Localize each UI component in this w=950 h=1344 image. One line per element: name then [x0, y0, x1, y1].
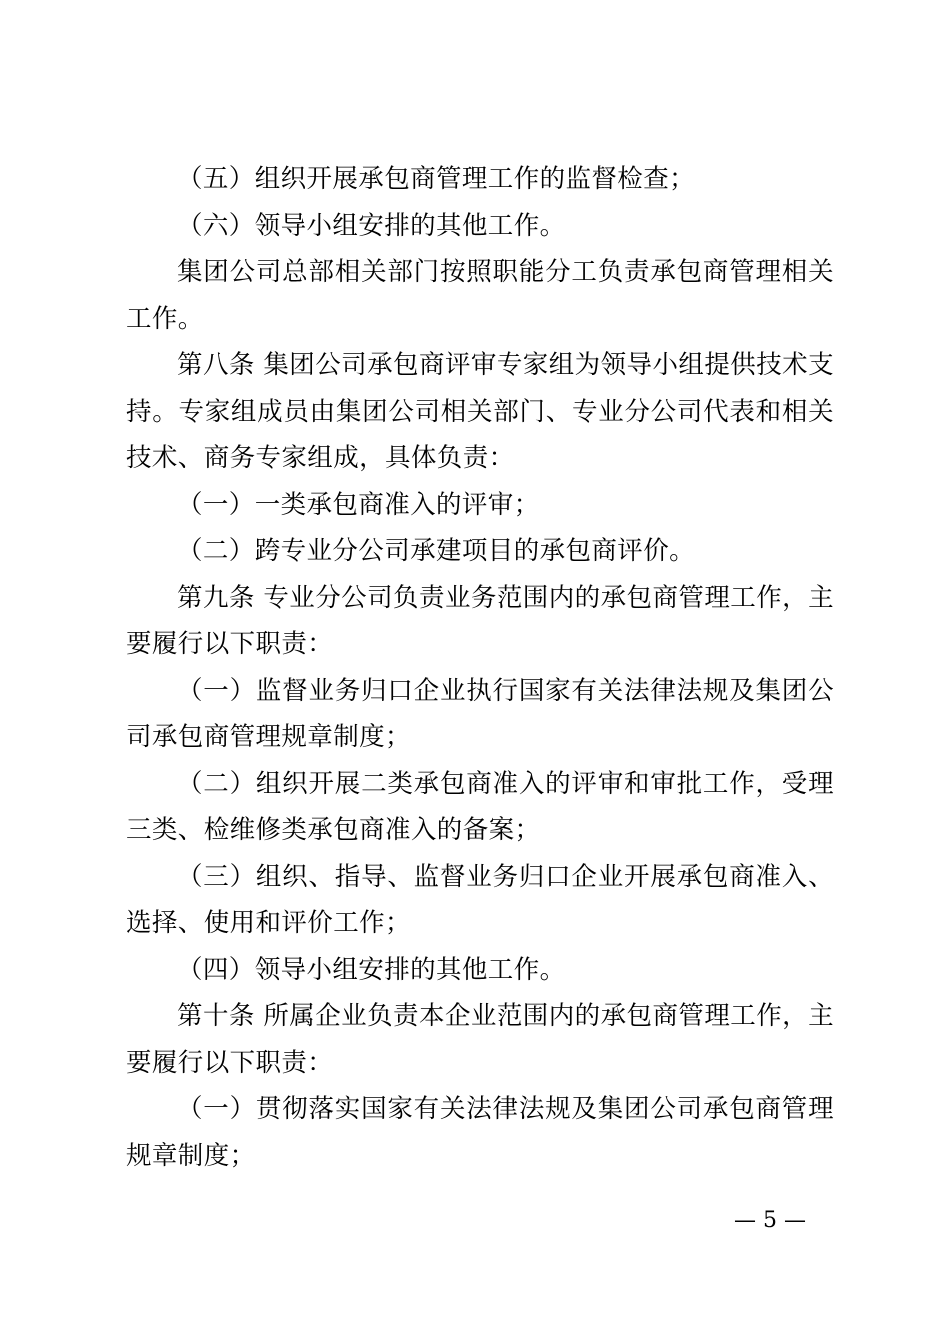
paragraph-item-5: （五）组织开展承包商管理工作的监督检查； — [177, 164, 696, 194]
article-8-paragraph: 第八条 集团公司承包商评审专家组为领导小组提供技术支持。专家组成员由集团公司相关部门、专业分公司代表和相关技术、商务专家组成，具体负责： — [126, 350, 834, 473]
article-8-item-1: （一）一类承包商准入的评审； — [177, 489, 540, 520]
article-8-item-2: （二）跨专业分公司承建项目的承包商评价。 — [177, 536, 696, 566]
article-9-item-1: （一）监督业务归口企业执行国家有关法律法规及集团公司承包商管理规章制度； — [126, 675, 834, 752]
article-9-paragraph: 第九条 专业分公司负责业务范围内的承包商管理工作，主要履行以下职责： — [126, 582, 834, 659]
paragraph-item-6: （六）领导小组安排的其他工作。 — [177, 210, 566, 241]
article-9-item-4: （四）领导小组安排的其他工作。 — [177, 954, 566, 985]
article-10-paragraph: 第十条 所属企业负责本企业范围内的承包商管理工作，主要履行以下职责： — [126, 1001, 834, 1078]
article-9-item-2: （二）组织开展二类承包商准入的评审和审批工作，受理三类、检维修类承包商准入的备案； — [126, 768, 834, 845]
article-9-item-3: （三）组织、指导、监督业务归口企业开展承包商准入、选择、使用和评价工作； — [126, 861, 834, 938]
article-10-item-1: （一）贯彻落实国家有关法律法规及集团公司承包商管理规章制度； — [126, 1094, 834, 1171]
page-number: — 5 — — [734, 1208, 806, 1233]
document-body — [126, 156, 834, 1179]
paragraph-headquarters-duties: 集团公司总部相关部门按照职能分工负责承包商管理相关工作。 — [126, 257, 834, 334]
